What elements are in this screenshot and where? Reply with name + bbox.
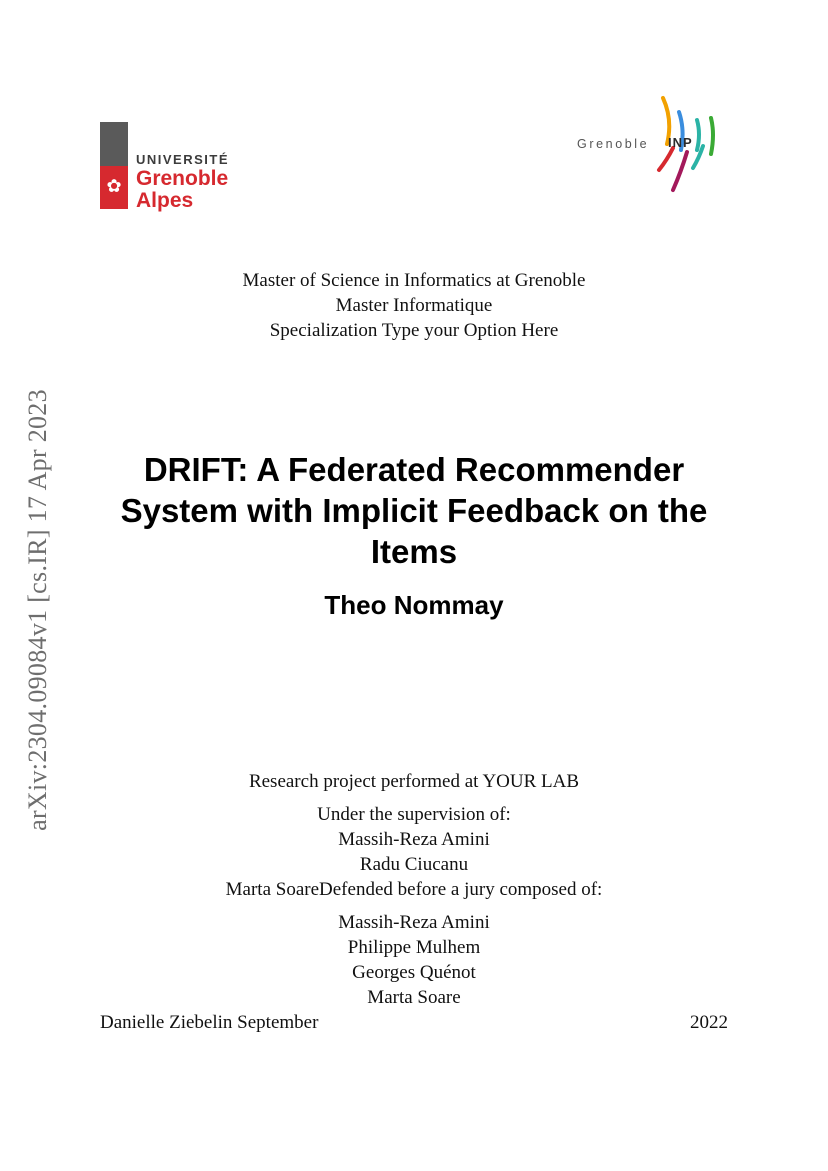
grenoble-inp-logo xyxy=(575,94,735,198)
logo-text-grenoble: Grenoble xyxy=(136,167,229,190)
research-project-line: Research project performed at YOUR LAB xyxy=(248,771,580,792)
footer-left-text: Danielle Ziebelin September xyxy=(100,1012,319,1033)
supervision-heading: Under the supervision of: xyxy=(317,804,511,825)
jury-member-name: Massih-Reza Amini xyxy=(338,912,490,933)
paper-title-line-3: Items xyxy=(370,533,458,570)
paper-title-line-2: System with Implicit Feedback on the xyxy=(120,492,708,529)
author-name: Theo Nommay xyxy=(324,590,504,620)
logo-text-inp: INP xyxy=(668,135,693,150)
arxiv-identifier: arXiv:2304.09084v1 [cs.IR] 17 Apr 2023 xyxy=(23,389,52,831)
logo-text-universite: UNIVERSITÉ xyxy=(136,152,230,167)
jury-member-name: Georges Quénot xyxy=(352,962,476,983)
flower-icon: ✿ xyxy=(106,176,122,197)
degree-line-1: Master of Science in Informatics at Grenoble xyxy=(242,270,586,291)
logo-text-alpes: Alpes xyxy=(136,189,194,212)
degree-line-2: Master Informatique xyxy=(335,295,493,316)
footer-year: 2022 xyxy=(690,1012,728,1033)
degree-line-3: Specialization Type your Option Here xyxy=(269,320,559,341)
logo-grey-bar xyxy=(100,122,128,166)
universite-grenoble-alpes-logo xyxy=(100,122,260,212)
jury-heading-line: Marta SoareDefended before a jury composed of: xyxy=(225,879,603,900)
jury-member-name: Marta Soare xyxy=(367,987,461,1008)
supervisor-name: Radu Ciucanu xyxy=(359,854,469,875)
inp-arcs-icon xyxy=(575,94,735,198)
supervisor-name: Massih-Reza Amini xyxy=(338,829,490,850)
logo-text-grenoble-inp: Grenoble xyxy=(577,137,650,151)
jury-member-name: Philippe Mulhem xyxy=(347,937,481,958)
paper-title-line-1: DRIFT: A Federated Recommender xyxy=(143,451,685,488)
